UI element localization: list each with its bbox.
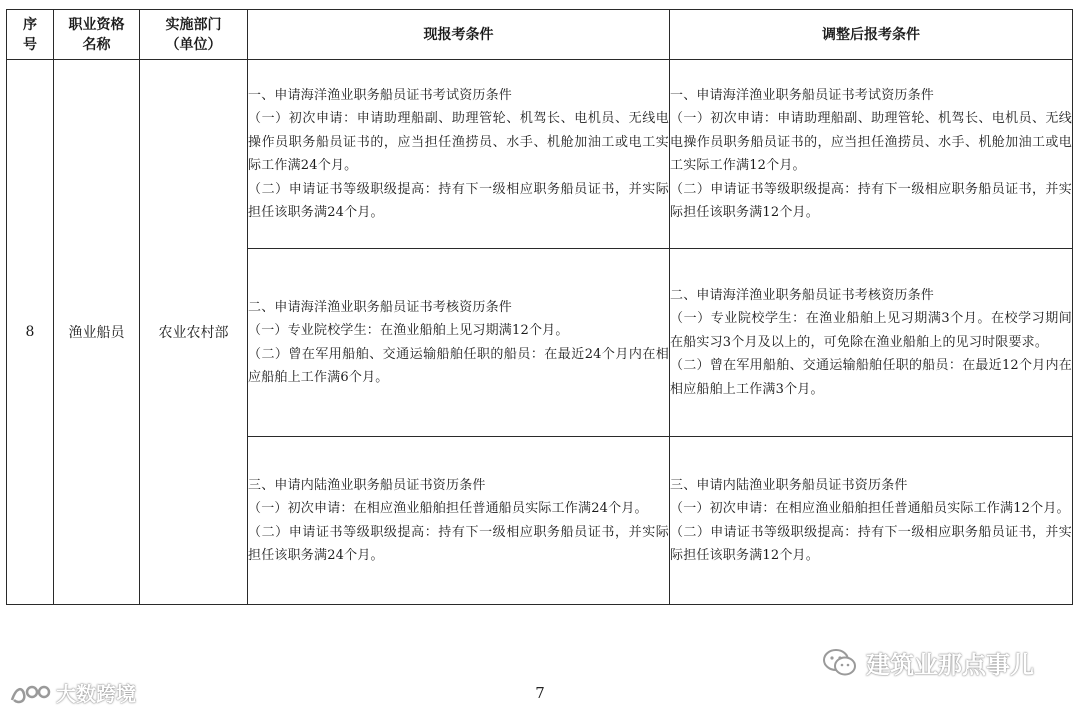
current-conditions-section-3 bbox=[248, 437, 670, 605]
current-conditions-section-1 bbox=[248, 60, 670, 249]
header-qualification bbox=[54, 10, 140, 60]
header-qualification-line2: 名称 bbox=[82, 36, 111, 53]
adjusted-conditions-section-2 bbox=[670, 249, 1073, 437]
condition-heading: 三、申请内陆渔业职务船员证书资历条件 bbox=[248, 477, 486, 493]
condition-item: （一）专业院校学生：在渔业船舶上见习期满12个月。 bbox=[248, 323, 569, 338]
watermark-right-text: 建筑业那点事儿 bbox=[866, 651, 1034, 679]
condition-item: （二）申请证书等级职级提高：持有下一级相应职务船员证书，并实际担任该职务满24个月。 bbox=[248, 524, 669, 563]
condition-heading: 一、申请海洋渔业职务船员证书考试资历条件 bbox=[670, 87, 935, 103]
table-header-row bbox=[7, 10, 1073, 60]
condition-item: （一）初次申请：在相应渔业船舶担任普通船员实际工作满12个月。 bbox=[670, 501, 1070, 516]
adjusted-conditions-section-3 bbox=[670, 437, 1073, 605]
current-conditions-section-2 bbox=[248, 249, 670, 437]
header-department bbox=[140, 10, 248, 60]
wechat-icon bbox=[822, 648, 858, 678]
header-department-line2: （单位） bbox=[165, 36, 222, 53]
watermark-left bbox=[8, 678, 136, 707]
condition-item: （一）初次申请：在相应渔业船舶担任普通船员实际工作满24个月。 bbox=[248, 501, 648, 516]
condition-item: （二）申请证书等级职级提高：持有下一级相应职务船员证书，并实际担任该职务满24个月。 bbox=[248, 181, 669, 220]
condition-item: （一）初次申请：申请助理船副、助理管轮、机驾长、电机员、无线电操作员职务船员证书的，应当担任渔捞员、水手、机舱加油工或电工实际工作满12个月。 bbox=[670, 111, 1072, 173]
page-number: 7 bbox=[535, 684, 545, 702]
condition-item: （二）申请证书等级职级提高：持有下一级相应职务船员证书，并实际担任该职务满12个月。 bbox=[670, 181, 1072, 220]
condition-item: （一）初次申请：申请助理船副、助理管轮、机驾长、电机员、无线电操作员职务船员证书的，应当担任渔捞员、水手、机舱加油工或电工实际工作满24个月。 bbox=[248, 111, 669, 173]
condition-item: （二）申请证书等级职级提高：持有下一级相应职务船员证书，并实际担任该职务满12个月。 bbox=[670, 524, 1072, 563]
condition-item: （二）曾在军用船舶、交通运输船舶任职的船员：在最近12个月内在相应船舶上工作满3个月。 bbox=[670, 358, 1072, 397]
conditions-table bbox=[6, 9, 1073, 605]
department-cell: 农业农村部 bbox=[140, 60, 248, 605]
table-row bbox=[7, 60, 1073, 249]
condition-heading: 二、申请海洋渔业职务船员证书考核资历条件 bbox=[670, 287, 935, 303]
header-seq-line2: 号 bbox=[23, 36, 37, 53]
header-department-line1: 实施部门 bbox=[165, 16, 222, 33]
condition-heading: 二、申请海洋渔业职务船员证书考核资历条件 bbox=[248, 299, 513, 315]
header-current-conditions: 现报考条件 bbox=[248, 10, 670, 60]
condition-item: （二）曾在军用船舶、交通运输船舶任职的船员：在最近24个月内在相应船舶上工作满6个月。 bbox=[248, 346, 669, 385]
header-seq bbox=[7, 10, 54, 60]
condition-heading: 一、申请海洋渔业职务船员证书考试资历条件 bbox=[248, 87, 513, 103]
condition-heading: 三、申请内陆渔业职务船员证书资历条件 bbox=[670, 477, 908, 493]
header-qualification-line1: 职业资格 bbox=[68, 16, 125, 33]
header-adjusted-conditions: 调整后报考条件 bbox=[670, 10, 1073, 60]
adjusted-conditions-section-1 bbox=[670, 60, 1073, 249]
watermark-right bbox=[822, 645, 1034, 680]
watermark-left-text: 大数跨境 bbox=[56, 682, 136, 706]
header-seq-line1: 序 bbox=[23, 16, 37, 33]
brand-logo-icon bbox=[8, 680, 52, 706]
seq-cell: 8 bbox=[7, 60, 54, 605]
condition-item: （一）专业院校学生：在渔业船舶上见习期满3个月。在校学习期间在船实习3个月及以上的，可免除在渔业船舶上的见习时限要求。 bbox=[670, 311, 1072, 350]
qualification-cell: 渔业船员 bbox=[54, 60, 140, 605]
